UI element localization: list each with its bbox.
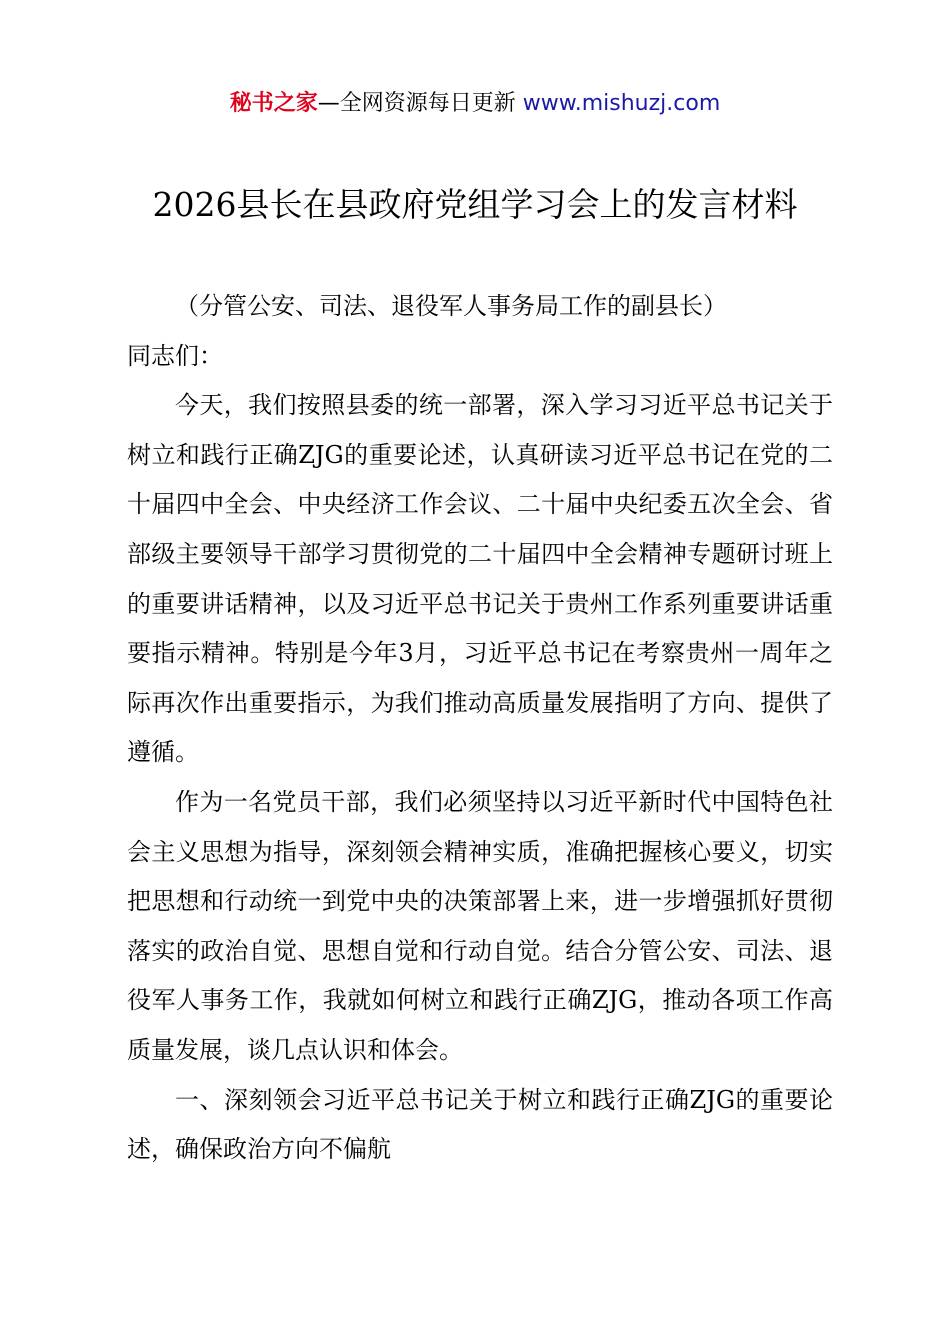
salutation: 同志们： xyxy=(127,341,223,370)
document-body xyxy=(127,282,833,1175)
body-paragraph-1: 今天，我们按照县委的统一部署，深入学习习近平总书记关于树立和践行正确ZJG的重要论述，认真研读习近平总书记在党的二十届四中全会、中央经济工作会议、二十届中央纪委五次全会、省部级主要领导干部学习贯彻党的二十届四中全会精神专题研讨班上的重要讲话精神，以及习近平总书记关于贵州工作系列重要讲话重要指示精神。特别是今年3月，习近平总书记在考察贵州一周年之际再次作出重要指示，为我们推动高质量发展指明了方向、提供了遵循。 xyxy=(127,391,833,767)
section-heading-1: 一、深刻领会习近平总书记关于树立和践行正确ZJG的重要论述，确保政治方向不偏航 xyxy=(127,1085,833,1164)
header-tagline: —全网资源每日更新 xyxy=(317,91,523,116)
brand-name: 秘书之家 xyxy=(229,91,318,116)
body-paragraph-2: 作为一名党员干部，我们必须坚持以习近平新时代中国特色社会主义思想为指导，深刻领会精神实质，准确把握核心要义，切实把思想和行动统一到党中央的决策部署上来，进一步增强抓好贯彻落实的政治自觉、思想自觉和行动自觉。结合分管公安、司法、退役军人事务工作，我就如何树立和践行正确ZJG，推动各项工作高质量发展，谈几点认识和体会。 xyxy=(127,787,833,1064)
site-url-link[interactable]: www.mishuzj.com xyxy=(522,91,721,116)
page-header xyxy=(0,88,950,120)
speaker-subtitle: （分管公安、司法、退役军人事务局工作的副县长） xyxy=(175,292,727,320)
document-title: 2026县长在县政府党组学习会上的发言材料 xyxy=(152,185,798,224)
